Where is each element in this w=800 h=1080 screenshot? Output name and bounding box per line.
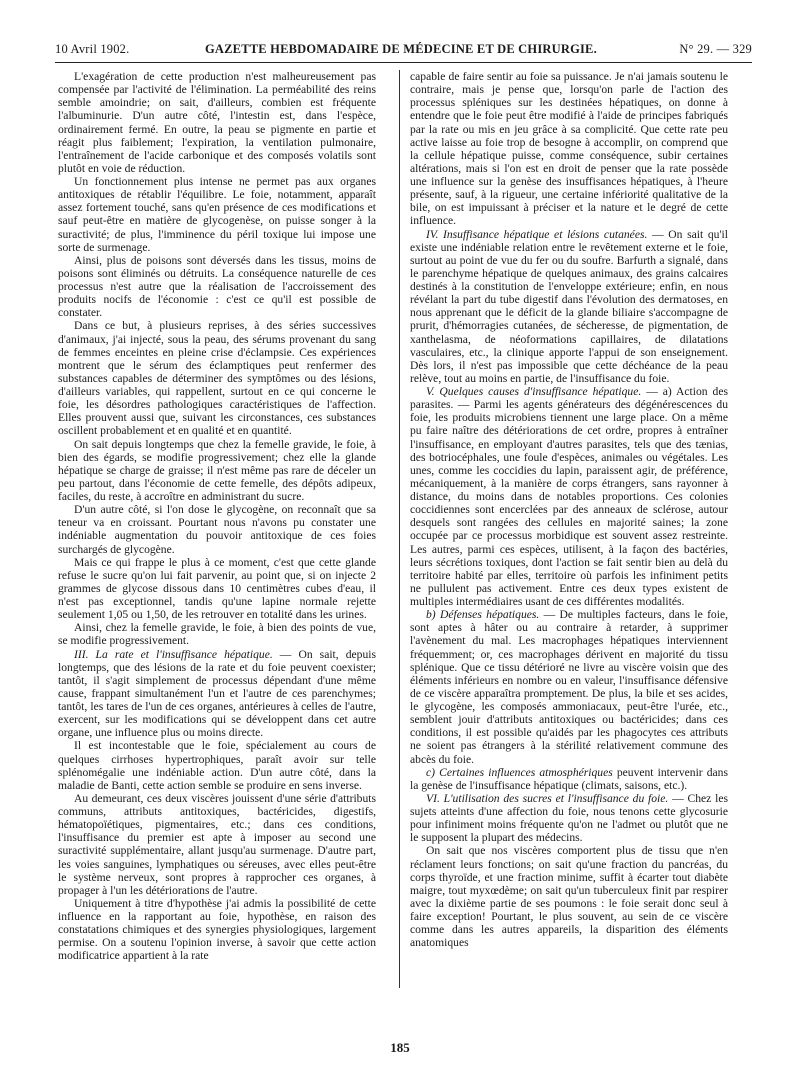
paragraph-text: D'un autre côté, si l'on dose le glycogène, on reconnaît que sa teneur va en croissant. Pourtant nous n'avons pu constater une indéniable augmentation du pouvoir antitoxique de ces foies surchargés de glycogène. bbox=[58, 503, 376, 556]
paragraph bbox=[58, 319, 376, 437]
paragraph bbox=[410, 70, 728, 228]
paragraph-text: L'exagération de cette production n'est malheureusement pas compensée par l'activité de l'élimination. La perméabilité des reins semble amoindrie; on sait, d'ailleurs, combien est fréquente l'albuminurie. D'un autre côté, l'intestin est, dans l'espèce, ordinairement fermé. En outre, la peau se pigmente en partie et réagit plus faiblement; l'expiration, la ventilation pulmonaire, l'entraînement de l'acide carbonique et des composés volatils sont plutôt en voie de réduction. bbox=[58, 70, 376, 175]
paragraph bbox=[410, 608, 728, 766]
section-heading: VI. L'utilisation des sucres et l'insuffisance du foie. bbox=[426, 791, 669, 805]
section-heading: III. La rate et l'insuffisance hépatique. bbox=[74, 647, 273, 661]
paragraph bbox=[58, 503, 376, 556]
section-heading: V. Quelques causes d'insuffisance hépatique. bbox=[426, 385, 642, 398]
paragraph-text: — On sait, depuis longtemps, que des lésions de la rate et du foie peuvent coexister; tantôt, il s'agit simplement de processus dépendant d'une même cause, frappant simultanément l'un et l'autre de ces parenchymes; tantôt, les tares de l'un de ces organes, antérieures à celles de l'autre, exercent, sur les modifications qui se développent dans cet autre organe, une influence plus ou moins directe. bbox=[58, 647, 376, 740]
header-rule bbox=[55, 62, 752, 63]
paragraph bbox=[58, 621, 376, 647]
paragraph bbox=[58, 175, 376, 254]
section-heading: c) Certaines influences atmosphériques bbox=[426, 765, 613, 779]
paragraph-text: Un fonctionnement plus intense ne permet pas aux organes antitoxiques de rétablir l'équilibre. Le foie, notamment, apparaît assez fortement touché, sans qu'en présence de ces modifications et sauf peut-être en matière de glycogenèse, on puisse songer à la suractivité; de plus, l'imminence du péril toxique lui impose une sorte de surmenage. bbox=[58, 175, 376, 254]
issue-date: 10 Avril 1902. bbox=[55, 42, 130, 56]
paragraph bbox=[58, 792, 376, 897]
paragraph-text: — a) Action des parasites. — Parmi les agents générateurs des dégénérescences du foie, les produits microbiens tiennent une large place. On a même pu faire naître des détériorations de cet ordre, propres à entraîner l'insuffisance, en employant d'autres parasites, tels que des tænias, des botriocéphales, une foule d'espèces, animales ou végétales. Les unes, comme les coccidies du lapin, paraissent agir, de préférence, mécaniquement, à la manière de corps étrangers, sans rayonner à distance, du moins dans de notables proportions. Ces colonies coccidiennes sont encerclées par des anneaux de sclérose, autour desquels sont rangées des cellules en majorité saines; la zone occupée par ce processus morbidique est souvent assez restreinte. Les autres, parmi ces espèces, utilisent, à la façon des bactéries, leurs sécrétions toxiques, dont l'action se fait sentir bien au delà du territoire habité par elles, territoire où parfois les infiniment petits ne pullulent pas activement. Entre ces deux types existent de multiples intermédiaires usant de ces différentes modalités. bbox=[410, 385, 728, 608]
issue-page-number: N° 29. — 329 bbox=[679, 42, 752, 56]
column-divider bbox=[399, 70, 400, 988]
paragraph-text: Ainsi, chez la femelle gravide, le foie, à bien des points de vue, se modifie progressivement. bbox=[58, 621, 376, 648]
paragraph-text: Mais ce qui frappe le plus à ce moment, c'est que cette glande refuse le sucre qu'on lui fait parvenir, au point que, si on injecte 2 grammes de glycose dissous dans 10 centimètres cubes d'eau, il n'est pas exceptionnel, tandis qu'une lapine normale rejette seulement 1,05 ou 1,50, de les retrouver en totalité dans les urines. bbox=[58, 555, 376, 622]
paragraph-text: Au demeurant, ces deux viscères jouissent d'une série d'attributs communs, attributs antitoxiques, bactéricides, digestifs, hématopoïétiques, pigmentaires, etc.; dans ces conditions, l'insuffisance du premier est apte à imposer au second une suractivité supplémentaire, allant jusqu'au surmenage. D'autre part, les voies sanguines, lymphatiques ou séreuses, avec elles peut-être le système nerveux, sont propres à rapprocher ces organes, à propager à l'un les détériorations de l'autre. bbox=[58, 791, 376, 897]
paragraph-text: capable de faire sentir au foie sa puissance. Je n'ai jamais soutenu le contraire, mais je pense que, lorsqu'on parle de l'action des processus spléniques sur les destinées hépatiques, on donne à entendre que le foie peut être modifié à l'aide de principes fabriqués par la rate ou mis en jeu grâce à sa complicité. Que cette rate peu active laisse au foie trop de besogne à accomplir, on comprend que la cellule hépatique puisse, comme conséquence, subir certaines altérations, mais si l'on est en droit de penser que la rate possède une influence sur la genèse des insuffisances hépatiques, à l'heure présente, sauf, à la rigueur, une certaine infériorité qualitative de la bile, on est impuissant à préciser et la nature et le degré de cette influence. bbox=[410, 70, 728, 228]
paragraph bbox=[58, 556, 376, 622]
right-column bbox=[410, 70, 728, 988]
paragraph-text: — Chez les sujets atteints d'une affection du foie, nous tenons cette glycosurie pour infiniment moins fréquente qu'on ne l'admet ou plutôt que ne le supposent la plupart des médecins. bbox=[410, 791, 728, 845]
paragraph-text: — De multiples facteurs, dans le foie, sont aptes à hâter ou au contraire à retarder, à supprimer l'avènement du mal. Les macrophages hépatiques interviennent fréquemment; or, ces macrophages dérivent en majorité du tissu splénique. Que ce tissu détérioré ne livre au viscère voisin que des éléments inférieurs en nombre ou en valeur, l'insuffisance défensive de ce viscère apparaîtra promptement. De plus, la bile et ses acides, le glycogène, les composés ammoniacaux, peut-être l'urée, etc., semblent jouir d'attributs antitoxiques ou bactéricides; dans ces conditions, il est possible qu'aidés par les phagocytes ces attributs ne soient pas étrangers à la stérilité relativement commune des abcès du foie. bbox=[410, 608, 728, 766]
paragraph-text: Uniquement à titre d'hypothèse j'ai admis la possibilité de cette influence en la rapportant au foie, hypothèse, en raison des constatations chimiques et des synergies physiologiques, largement permise. On a soutenu l'opinion inverse, à savoir que cette action modificatrice appartient à la rate bbox=[58, 896, 376, 963]
paragraph-text: On sait depuis longtemps que chez la femelle gravide, le foie, à bien des égards, se modifie progressivement; chez elle la glande hépatique se charge de graisse; il n'est même pas rare de déceler un peu partout, dans l'économie de cette femelle, des dépôts adipeux, faciles, du reste, à accroître en administrant du sucre. bbox=[58, 437, 376, 503]
paragraph bbox=[58, 70, 376, 175]
paragraph-text: Ainsi, plus de poisons sont déversés dans les tissus, moins de poisons sont éliminés ou détruits. La conséquence naturelle de ces processus n'est autre que la réalisation de l'accroissement des produits nocifs de l'économie : c'est ce qu'il est possible de constater. bbox=[58, 253, 376, 320]
paragraph bbox=[58, 438, 376, 504]
paragraph bbox=[58, 254, 376, 320]
paragraph bbox=[58, 648, 376, 740]
paragraph bbox=[410, 792, 728, 845]
paragraph-text: On sait que nos viscères comportent plus de tissu que n'en réclament leurs fonctions; on sait qu'une fraction du pancréas, du corps thyroïde, et une fraction minime, suffit à écarter tout diabète maigre, tout myxœdème; on sait qu'un tuberculeux finit par respirer avec la dixième partie de ses poumons : le foie serait donc seul à faire exception! Pourtant, le plus souvent, au sein de ce viscère comme dans les autres appareils, la disparition des éléments anatomiques bbox=[410, 844, 728, 950]
paragraph bbox=[410, 766, 728, 792]
paragraph bbox=[410, 228, 728, 386]
journal-title: GAZETTE HEBDOMADAIRE DE MÉDECINE ET DE CHIRURGIE. bbox=[205, 42, 597, 56]
paragraph-text: Dans ce but, à plusieurs reprises, à des séries successives d'animaux, j'ai injecté, sous la peau, des sérums provenant du sang de femmes enceintes en pleine crise d'éclampsie. Ces expériences montrent que le sérum des éclamptiques peut renfermer des substances capables de déterminer des symptômes ou des lésions, d'ailleurs variables, qui rappellent, surtout en ce qui concerne le foie, les désordres pathologiques caractéristiques de l'affection. Elles prouvent aussi que, suivant les circonstances, ces substances oscillent probablement et en qualité et en quantité. bbox=[58, 319, 376, 438]
running-header bbox=[55, 38, 752, 62]
paragraph bbox=[58, 897, 376, 963]
paragraph bbox=[410, 844, 728, 949]
section-heading: b) Défenses hépatiques. bbox=[426, 608, 540, 622]
paragraph bbox=[58, 739, 376, 792]
paragraph-text: peuvent intervenir dans la genèse de l'insuffisance hépatique (climats, saisons, etc.). bbox=[410, 765, 728, 792]
paragraph-text: Il est incontestable que le foie, spécialement au cours de quelques cirrhoses hypertrophiques, paraît avoir sur telle splénomégalie une indéniable action. D'un autre côté, dans la maladie de Banti, cette action semble se produire en sens inverse. bbox=[58, 739, 376, 792]
section-heading: IV. Insuffisance hépatique et lésions cutanées. bbox=[426, 227, 648, 241]
paragraph bbox=[410, 385, 728, 608]
left-column bbox=[58, 70, 376, 988]
paragraph-text: — On sait qu'il existe une indéniable relation entre le revêtement externe et le foie, surtout au point de vue du fer ou du soufre. Barfurth a signalé, dans le parenchyme hépatique de quelques animaux, des grains calcaires destinés à la constitution de l'enveloppe extérieure; enfin, en nous révélant la part du tube digestif dans l'évolution des dermatoses, en nous apprenant que le déficit de la glande biliaire s'accompagne de prurit, d'hémorragies cutanées, de sécheresse, de pigmentation, de xanthelasma, de néoformations capillaires, de dilatations vasculaires, etc., la clinique apporte l'appui de son enseignement. Dès lors, il n'est pas impossible que cette déchéance de la peau relève, tout au moins en partie, de l'insuffisance du foie. bbox=[410, 227, 728, 385]
page-folio: 185 bbox=[390, 1040, 410, 1055]
